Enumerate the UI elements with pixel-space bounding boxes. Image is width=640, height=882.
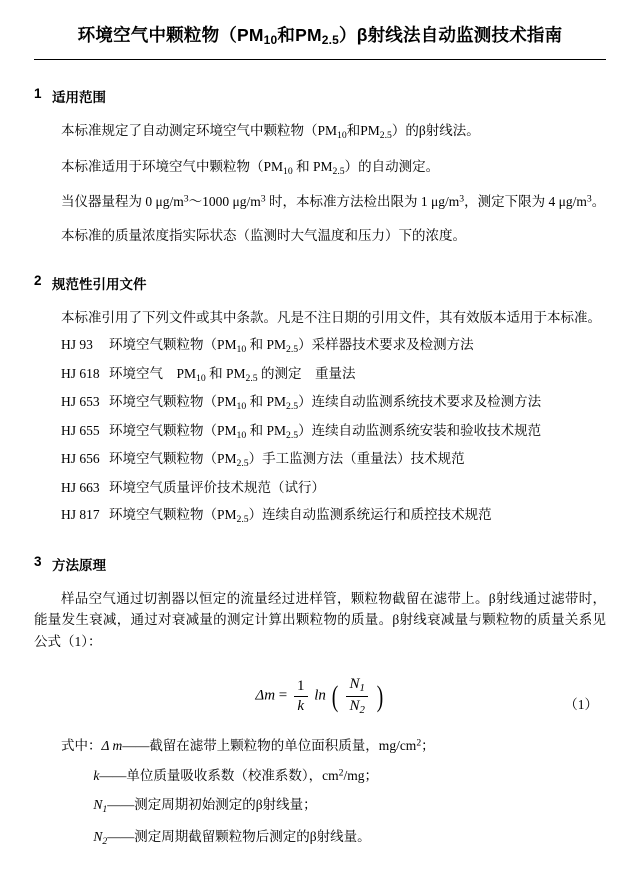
reference-item: HJ 817 环境空气颗粒物$(PM_{2.5})$连续自动监测系统运行和质控技术规范 <box>34 504 606 528</box>
legend-label: 式中： <box>61 738 102 754</box>
formula-coef-numerator: 1 <box>294 677 308 697</box>
legend-symbol-n2: $N_2$ <box>93 828 108 847</box>
formula-number: （1） <box>564 697 598 713</box>
section-number-1: 1 <box>34 86 42 101</box>
section-heading-3 <box>34 554 606 574</box>
formula-coefficient <box>294 677 308 716</box>
legend-line: $N_2——$测定周期截留颗粒物后测定的β射线量。 <box>93 828 371 847</box>
reference-code: HJ 93 <box>61 336 93 352</box>
title-subscript-pm25: 2.5 <box>321 33 340 47</box>
formula-block <box>34 669 606 727</box>
legend-symbol-k: k <box>93 767 100 783</box>
formula-coef-denominator: k <box>297 697 305 714</box>
reference-code: HJ 618 <box>61 365 100 381</box>
section-title-3: 方法原理 <box>52 557 106 573</box>
reference-code: HJ 653 <box>61 394 100 410</box>
title-divider <box>34 59 606 60</box>
page-title <box>34 22 606 49</box>
reference-code: HJ 656 <box>61 451 100 467</box>
paragraph: 本标准规定了自动测定环境空气中颗粒物（$PM_{10}$和$PM_{2.5}$）的β射线法。 <box>61 123 480 141</box>
section-heading-2 <box>34 273 606 293</box>
reference-code: HJ 817 <box>61 506 100 522</box>
paragraph: 本标准的质量浓度指实际状态（监测时大气温度和压力）下的浓度。 <box>61 228 466 244</box>
formula-paren-left: ( <box>331 679 338 713</box>
section-number-3: 3 <box>34 553 42 569</box>
formula-ratio <box>346 675 367 717</box>
legend-line: k——单位质量吸收系数（校准系数），$cm^2/mg$； <box>93 767 379 783</box>
legend-line: $N_1——$测定周期初始测定的β射线量； <box>93 797 317 816</box>
reference-code: HJ 655 <box>61 422 100 438</box>
title-part-2: 和PM <box>277 25 322 45</box>
formula-paren-right: ) <box>376 679 383 713</box>
reference-item: HJ 93 环境空气颗粒物（$PM_{10}$ 和 $PM_{2.5}$）采样器技术要求及检测方法 <box>34 334 606 358</box>
title-part-1: 环境空气中颗粒物（PM <box>77 25 264 45</box>
formula-equals: = <box>278 687 292 704</box>
reference-item: HJ 653 环境空气颗粒物（$PM_{10}$ 和 $PM_{2.5}$）连续自动监测系统技术要求及检测方法 <box>34 391 606 415</box>
title-part-3: ）β射线法自动监测技术指南 <box>339 25 563 45</box>
paragraph: 本标准引用了下列文件或其中条款。凡是不注日期的引用文件，其有效版本适用于本标准。 <box>61 310 601 325</box>
formula-lhs: Δm <box>255 687 276 704</box>
section-number-2: 2 <box>34 273 42 288</box>
paragraph: 当仪器量程为 0 $\mu g/m^3\sim 1000$ $\mu g/m^3$ 时，本标准方法检出限为 1 $\mu g/m^3$，测定下限为 4 $\mu g/m^3$。 <box>61 193 606 210</box>
formula-ln: ln <box>314 687 326 704</box>
reference-item: HJ 656 环境空气颗粒物$(PM_{2.5})$手工监测方法（重量法）技术规范 <box>34 448 606 472</box>
legend-line: 式中：Δ m——截留在滤带上颗粒物的单位面积质量，$mg/cm^2$； <box>61 737 435 754</box>
reference-code: HJ 663 <box>61 480 100 496</box>
title-subscript-pm10: 10 <box>263 33 278 47</box>
section-heading-1 <box>34 86 606 106</box>
paragraph: 本标准适用于环境空气中颗粒物（$PM_{10}$ 和 $PM_{2.5}$）的自动测定。 <box>61 158 440 177</box>
section-title-2: 规范性引用文件 <box>52 277 147 292</box>
legend-symbol-dm: Δ m <box>101 738 123 754</box>
reference-item: HJ 618 环境空气 $PM_{10}$ 和 $PM_{2.5}$ 的测定 重量法 <box>34 363 606 387</box>
formula-ratio-denominator: $N_2$ <box>349 697 365 717</box>
formula-expression <box>34 675 606 717</box>
formula-ratio-numerator: $N_1$ <box>346 675 367 697</box>
reference-item: HJ 663 环境空气质量评价技术规范（试行） <box>34 477 606 499</box>
legend-symbol-n1: $N_1$ <box>93 797 108 816</box>
section-title-1: 适用范围 <box>52 90 106 105</box>
paragraph: 样品空气通过切割器以恒定的流量经过进样管，颗粒物截留在滤带上。β射线通过滤带时，能量发生衰减，通过对衰减量的测定计算出颗粒物的质量。β射线衰减量与颗粒物的质量关系见公式（1）： <box>34 590 606 650</box>
reference-item: HJ 655 环境空气颗粒物（$PM_{10}$ 和 $PM_{2.5}$）连续自动监测系统安装和验收技术规范 <box>34 420 606 444</box>
